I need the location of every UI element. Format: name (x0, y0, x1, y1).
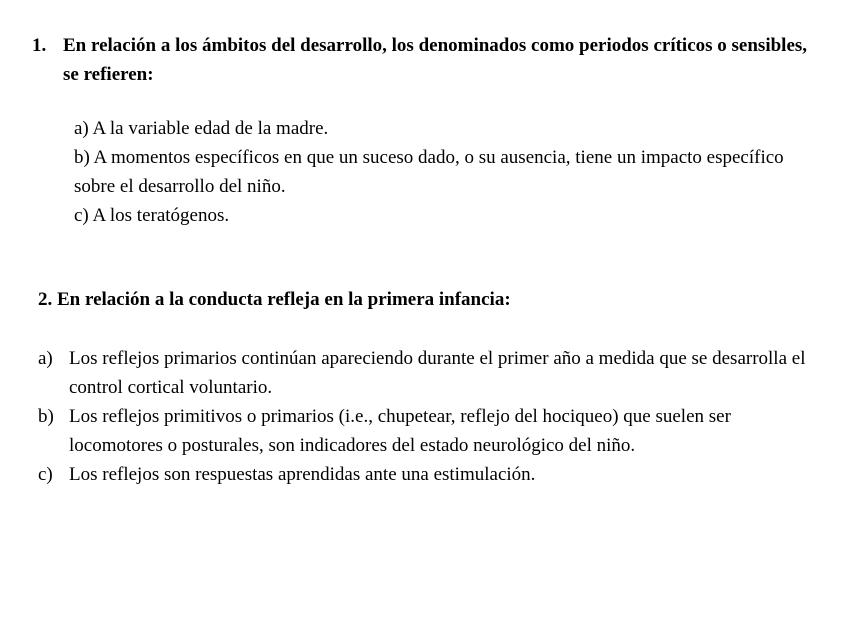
question-1-text: En relación a los ámbitos del desarrollo, los denominados como periodos críticos o sensibles, se refieren: (63, 35, 808, 85)
option-letter: a) (38, 348, 53, 369)
question-2-options (38, 344, 808, 489)
question-1-options (74, 114, 794, 230)
question-2-text: En relación a la conducta refleja en la primera infancia: (57, 289, 511, 310)
question-1-option-b: b) A momentos específicos en que un suceso dado, o su ausencia, tiene un impacto específico sobre el desarrollo del niño. (74, 147, 784, 197)
question-2-option-b (38, 402, 808, 460)
question-2-option-c (38, 460, 808, 489)
question-1-title (32, 31, 822, 89)
option-letter: b) (38, 406, 54, 427)
question-1-option-a: a) A la variable edad de la madre. (74, 118, 329, 139)
question-2-title (38, 285, 818, 314)
option-text: Los reflejos primarios continúan apareciendo durante el primer año a medida que se desarrolla el control cortical voluntario. (69, 348, 806, 398)
option-text: Los reflejos son respuestas aprendidas ante una estimulación. (69, 464, 536, 485)
option-letter: c) (38, 464, 53, 485)
option-text: Los reflejos primitivos o primarios (i.e., chupetear, reflejo del hociqueo) que suelen ser locomotores o posturales, son indicadores del estado neurológico del niño. (69, 406, 731, 456)
question-1-number: 1. (32, 35, 47, 56)
question-2-option-a (38, 344, 808, 402)
question-1-option-c: c) A los teratógenos. (74, 205, 230, 226)
question-2-number: 2. (38, 289, 53, 310)
